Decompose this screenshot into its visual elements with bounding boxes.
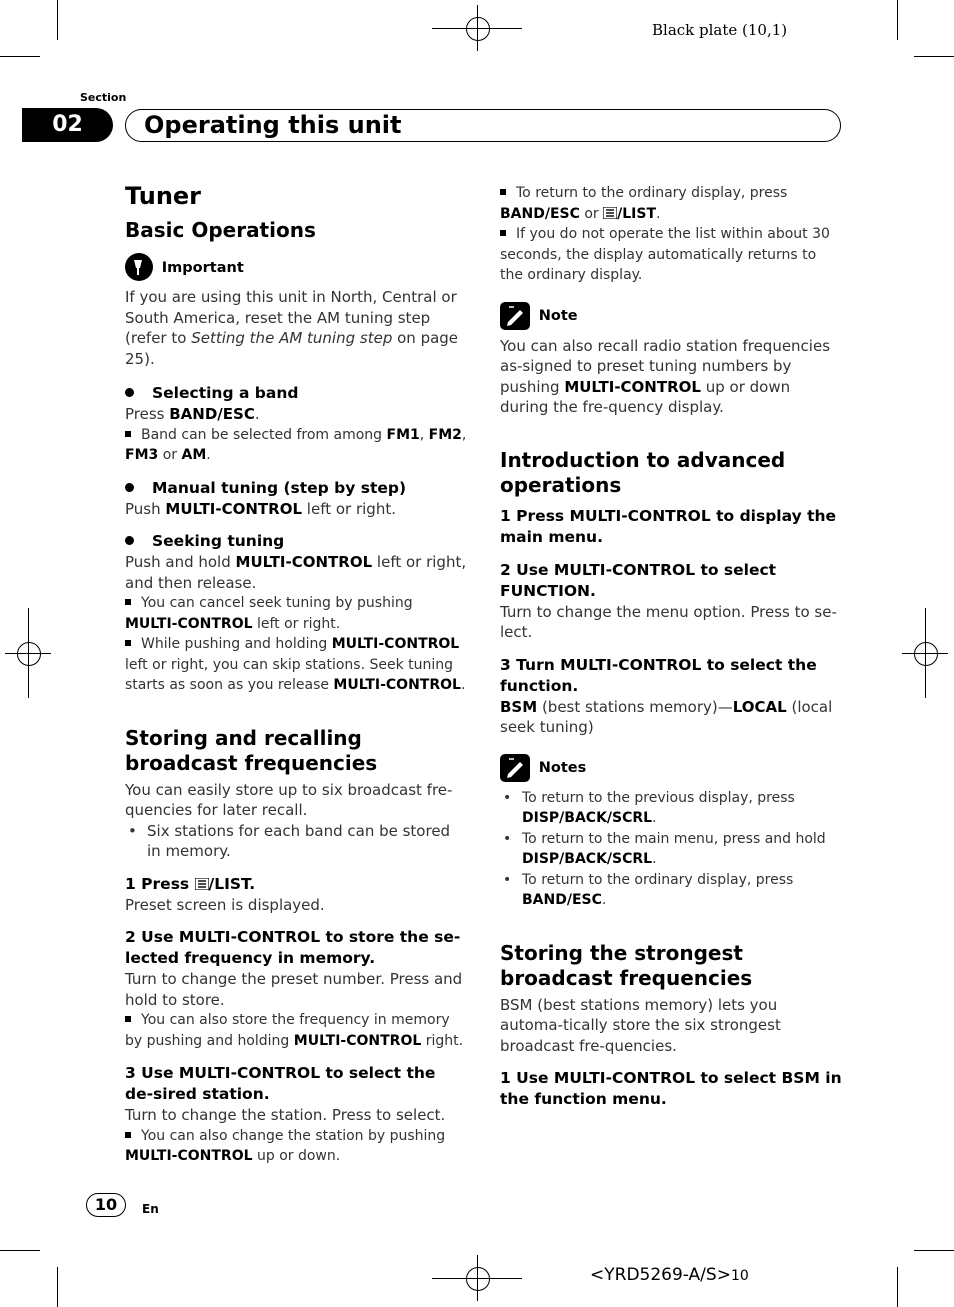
pencil-icon [500, 754, 530, 782]
step-note: You can also change the station by pushing MULTI-CONTROL up or down. [125, 1127, 446, 1164]
section-label: Section [80, 91, 127, 104]
important-icon [125, 253, 153, 281]
selecting-band-note: Band can be selected from among FM1, FM2, FM3 or AM. [125, 426, 467, 463]
step-heading: 3 Turn MULTI-CONTROL to select the function. [500, 655, 817, 695]
page-title: Tuner [125, 182, 202, 210]
list-item: • To return to the previous display, press DISP/BACK/SCRL. [500, 788, 842, 829]
list-icon [195, 878, 209, 890]
seeking-tuning-text: Push and hold MULTI-CONTROL left or right, and then release. [125, 553, 467, 592]
step-text: Turn to change the station. Press to select. [125, 1106, 446, 1124]
registration-mark [466, 17, 490, 41]
section-title: Operating this unit [125, 109, 841, 142]
manual-tuning-text: Push MULTI-CONTROL left or right. [125, 499, 396, 518]
crop-mark [57, 0, 58, 40]
step-heading: 2 Use MULTI-CONTROL to select FUNCTION. [500, 560, 777, 600]
step-note: You can also store the frequency in memory by pushing and holding MULTI-CONTROL right. [125, 1012, 464, 1049]
step-heading: 1 Press MULTI-CONTROL to display the main menu. [500, 506, 837, 546]
crop-mark [57, 1267, 58, 1307]
registration-line [477, 1255, 478, 1301]
crop-mark [914, 56, 954, 57]
important-box [125, 253, 467, 281]
section-number: 02 [52, 112, 83, 137]
step-text: BSM (best stations memory)—LOCAL (local seek tuning) [500, 697, 833, 736]
strongest-heading: Storing the strongest broadcast frequencies [500, 940, 753, 990]
list-icon [603, 207, 617, 219]
note-text: You can also recall radio station frequencies as-signed to preset tuning numbers by pushing MULTI-CONTROL up or down during the fre-quency display. [500, 336, 831, 416]
step-heading: 1 Press /LIST. [125, 874, 256, 893]
registration-line [477, 5, 478, 51]
bullet-dot [125, 483, 134, 492]
storing-heading: Storing and recalling broadcast frequencies [125, 725, 378, 775]
page-number: 10 [86, 1193, 126, 1217]
notes-list [500, 788, 842, 911]
note-box [500, 302, 842, 330]
right-column [500, 183, 842, 1110]
notes-box [500, 754, 842, 782]
registration-line [925, 608, 926, 698]
crop-mark [0, 1250, 40, 1251]
crop-mark [897, 0, 898, 40]
document-code: <YRD5269-A/S>10 [590, 1265, 749, 1285]
registration-mark [914, 642, 938, 666]
crop-mark [914, 1250, 954, 1251]
list-item: • To return to the ordinary display, press BAND/ESC. [500, 870, 842, 911]
bullet-dot [125, 536, 134, 545]
storing-text: You can easily store up to six broadcast fre-quencies for later recall. [125, 780, 453, 819]
list-item: • To return to the main menu, press and hold DISP/BACK/SCRL. [500, 829, 842, 870]
step-text: Turn to change the menu option. Press to se-lect. [500, 602, 837, 641]
step-heading: 2 Use MULTI-CONTROL to store the se-lected frequency in memory. [125, 928, 461, 967]
section-number-badge [22, 108, 113, 142]
notes-label: Notes [538, 760, 587, 776]
left-column [125, 182, 467, 1167]
subsection-heading: Basic Operations [125, 218, 316, 242]
step-text: Turn to change the preset number. Press and hold to store. [125, 970, 463, 1009]
important-label: Important [161, 259, 244, 276]
top-note: If you do not operate the list within about 30 seconds, the display automatically returns to the ordinary display. [500, 226, 830, 283]
crop-mark [0, 56, 40, 57]
seeking-tuning-note: You can cancel seek tuning by pushing MULTI-CONTROL left or right. [125, 595, 413, 632]
crop-mark [897, 1267, 898, 1307]
intro-heading: Introduction to advanced operations [500, 447, 786, 497]
registration-mark [17, 642, 41, 666]
selecting-band-text: Press BAND/ESC. [125, 405, 260, 423]
seeking-tuning-heading: Seeking tuning [125, 531, 467, 552]
storing-bullet: • Six stations for each band can be stored in memory. [125, 821, 467, 862]
registration-mark [466, 1267, 490, 1291]
step-heading: 1 Use MULTI-CONTROL to select BSM in the function menu. [500, 1069, 842, 1108]
registration-line [28, 608, 29, 698]
manual-tuning-heading: Manual tuning (step by step) [125, 478, 467, 499]
pencil-icon [500, 302, 530, 330]
language-label: En [142, 1202, 159, 1216]
note-label: Note [538, 308, 578, 324]
step-heading: 3 Use MULTI-CONTROL to select the de-sired station. [125, 1064, 436, 1103]
selecting-band-heading: Selecting a band [125, 383, 467, 404]
seeking-tuning-note: While pushing and holding MULTI-CONTROL left or right, you can skip stations. Seek tuning starts as soon as you release MULTI-CONTROL. [125, 636, 466, 693]
bullet-dot [125, 388, 134, 397]
step-text: Preset screen is displayed. [125, 895, 325, 914]
important-text: If you are using this unit in North, Central or South America, reset the AM tuning step (refer to Setting the AM tuning step on page 25). [125, 288, 459, 368]
strongest-text: BSM (best stations memory) lets you automa-tically store the six strongest broadcast fre-quencies. [500, 995, 781, 1055]
plate-label: Black plate (10,1) [652, 21, 788, 39]
top-note: To return to the ordinary display, press BAND/ESC or /LIST. [500, 185, 788, 222]
